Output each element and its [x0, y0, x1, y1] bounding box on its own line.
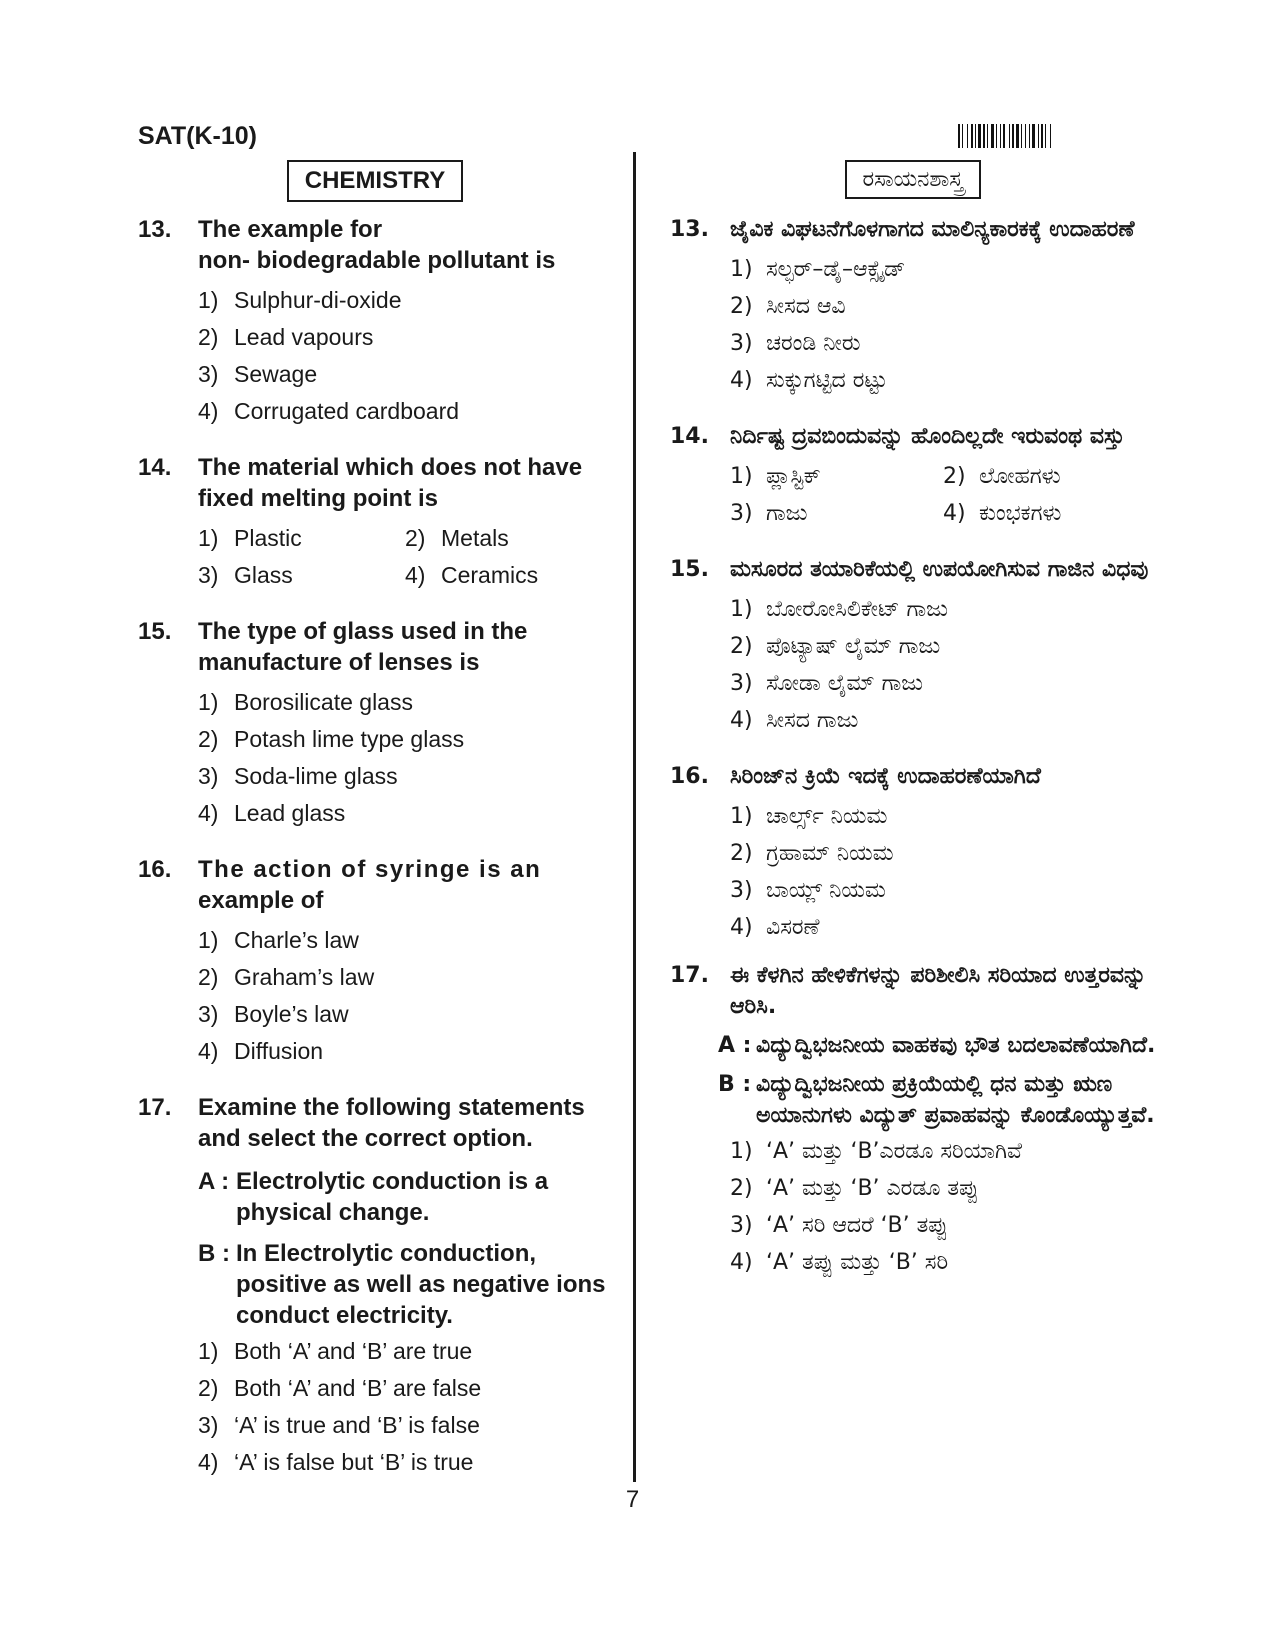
question-17: [138, 1092, 612, 1481]
option-text: Lead vapours: [234, 324, 374, 350]
question-stem-line: The action of syringe is an: [198, 856, 542, 883]
option: [198, 996, 612, 1033]
statement-label: B :: [718, 1072, 752, 1097]
statement-b: [198, 1238, 612, 1331]
option-text: Boyle’s law: [234, 1001, 349, 1027]
option-number: 4): [198, 398, 219, 424]
option: [730, 872, 1156, 909]
statement-label: B :: [198, 1240, 230, 1267]
option: [943, 495, 1156, 532]
column-divider: [633, 152, 636, 1482]
option-number: 3): [198, 562, 219, 588]
option-number: 3): [730, 878, 753, 903]
option-text: ‘A’ is true and ‘B’ is false: [234, 1412, 480, 1438]
question-stem-line: manufacture of lenses is: [198, 649, 480, 676]
option: [198, 356, 612, 393]
option-text: Graham’s law: [234, 964, 375, 990]
option-number: 4): [198, 800, 219, 826]
option-text: ‘A’ ಮತ್ತು ‘B’ ಎರಡೂ ತಪ್ಪು: [766, 1176, 979, 1201]
option: [198, 520, 405, 557]
option-number: 2): [730, 294, 753, 319]
page-number: 7: [625, 1486, 640, 1513]
option: [730, 665, 1156, 702]
option-text: Lead glass: [234, 800, 346, 826]
option: [198, 1407, 612, 1444]
option: [198, 684, 612, 721]
question-number: 13.: [670, 217, 709, 242]
statement-text: ವಿದ್ಯುದ್ವಿಭಜನೀಯ ಪ್ರಕ್ರಿಯೆಯಲ್ಲಿ ಧನ ಮತ್ತು ಋಣ ಅಯಾನುಗಳು ವಿದ್ಯುತ್ ಪ್ರವಾಹವನ್ನು ಕೊಂಡೊಯ್ಯುತ್ತವೆ.: [756, 1072, 1155, 1128]
option: [198, 959, 612, 996]
option-number: 2): [198, 964, 219, 990]
option: [198, 319, 612, 356]
question-number: 13.: [138, 216, 172, 243]
question-stem: ಮಸೂರದ ತಯಾರಿಕೆಯಲ್ಲಿ ಉಪಯೋಗಿಸುವ ಗಾಜಿನ ವಿಧವು: [730, 557, 1149, 582]
question-number: 15.: [138, 618, 172, 645]
option-text: Both ‘A’ and ‘B’ are true: [234, 1338, 473, 1364]
question-number: 14.: [138, 454, 172, 481]
option-number: 2): [198, 726, 219, 752]
option-text: Soda-lime glass: [234, 763, 398, 789]
option-number: 4): [730, 368, 753, 393]
option-number: 4): [198, 1038, 219, 1064]
option-number: 1): [730, 1139, 753, 1164]
option-text: ‘A’ ಸರಿ ಆದರೆ ‘B’ ತಪ್ಪು: [766, 1213, 948, 1238]
option-number: 1): [198, 287, 219, 313]
english-column: [138, 160, 612, 1481]
option-number: 3): [730, 671, 753, 696]
option-text: Glass: [234, 562, 293, 588]
option-number: 1): [730, 597, 753, 622]
question-16: [670, 761, 1156, 946]
paper-code: SAT(K-10): [138, 122, 257, 150]
option: [198, 1370, 612, 1407]
question-stem-line: example of: [198, 887, 324, 914]
question-13: [670, 214, 1156, 399]
option: [730, 1133, 1156, 1170]
statement-text: In Electrolytic conduction, positive as well as negative ions conduct electricity.: [236, 1240, 606, 1329]
option-text: ಸೋಡಾ ಲೈಮ್ ಗಾಜು: [766, 671, 924, 696]
option-text: ‘A’ is false but ‘B’ is true: [234, 1449, 474, 1475]
question-stem-line: Examine the following statements: [198, 1094, 585, 1121]
option: [198, 795, 612, 832]
option-text: ಸೀಸದ ಆವಿ: [766, 294, 846, 319]
question-number: 17.: [138, 1094, 172, 1121]
option-text: ಕುಂಭಕಗಳು: [979, 501, 1062, 526]
option-number: 4): [198, 1449, 219, 1475]
option-number: 3): [198, 361, 219, 387]
option-number: 4): [730, 915, 753, 940]
option: [730, 362, 1156, 399]
option: [730, 251, 1156, 288]
option-text: ಪ್ಲಾಸ್ಟಿಕ್: [766, 464, 821, 489]
question-stem-line: non- biodegradable pollutant is: [198, 247, 556, 274]
statement-label: A :: [718, 1033, 752, 1058]
option-text: ಗ್ರಹಾಮ್ ನಿಯಮ: [766, 841, 894, 866]
option-text: ‘A’ ಮತ್ತು ‘B’ಎರಡೂ ಸರಿಯಾಗಿವೆ: [766, 1139, 1023, 1164]
question-15: [138, 616, 612, 832]
option: [405, 557, 612, 594]
option-number: 2): [198, 324, 219, 350]
option-text: ಚಾರ್ಲ್ಸ್ ನಿಯಮ: [766, 804, 888, 829]
option-number: 4): [405, 562, 426, 588]
option-number: 4): [730, 1250, 753, 1275]
option-text: ವಿಸರಣೆ: [766, 915, 820, 940]
option-text: ಲೋಹಗಳು: [979, 464, 1061, 489]
option-text: Potash lime type glass: [234, 726, 465, 752]
statement-a: [718, 1030, 1156, 1061]
option-number: 4): [730, 708, 753, 733]
option-number: 3): [730, 331, 753, 356]
option-number: 3): [730, 1213, 753, 1238]
question-stem-line: and select the correct option.: [198, 1125, 533, 1152]
question-13: [138, 214, 612, 430]
question-number: 14.: [670, 424, 709, 449]
question-stem-line: The type of glass used in the: [198, 618, 528, 645]
option: [198, 1444, 612, 1481]
question-number: 17.: [670, 963, 709, 988]
option: [730, 628, 1156, 665]
statement-label: A :: [198, 1168, 230, 1195]
option-text: ಪೊಟ್ಯಾಷ್ ಲೈಮ್ ಗಾಜು: [766, 634, 941, 659]
option-number: 3): [730, 501, 753, 526]
question-number: 16.: [138, 856, 172, 883]
question-number: 16.: [670, 764, 709, 789]
question-stem: ಸಿರಿಂಜ್‌ನ ಕ್ರಿಯೆ ಇದಕ್ಕೆ ಉದಾಹರಣೆಯಾಗಿದೆ: [730, 764, 1041, 789]
option-text: ಗಾಜು: [766, 501, 808, 526]
option: [730, 1170, 1156, 1207]
option-number: 2): [730, 841, 753, 866]
question-16: [138, 854, 612, 1070]
option-number: 4): [943, 501, 966, 526]
option-text: Sewage: [234, 361, 318, 387]
option-text: Corrugated cardboard: [234, 398, 460, 424]
option-number: 2): [943, 464, 966, 489]
option: [730, 288, 1156, 325]
option-text: Both ‘A’ and ‘B’ are false: [234, 1375, 482, 1401]
option-number: 2): [405, 525, 426, 551]
question-stem-line: The example for: [198, 216, 383, 243]
option-text: Diffusion: [234, 1038, 324, 1064]
option-text: ಸಲ್ಫರ್–ಡೈ–ಆಕ್ಸೈಡ್: [766, 257, 906, 282]
option-text: Ceramics: [441, 562, 539, 588]
option: [730, 798, 1156, 835]
statement-b: [718, 1069, 1156, 1131]
question-17: [670, 960, 1156, 1281]
option: [198, 393, 612, 430]
option-text: Metals: [441, 525, 509, 551]
option-number: 1): [198, 927, 219, 953]
question-14: [138, 452, 612, 594]
barcode: [958, 124, 1138, 148]
option: [730, 325, 1156, 362]
question-15: [670, 554, 1156, 739]
option: [198, 758, 612, 795]
option: [943, 458, 1156, 495]
option: [730, 495, 943, 532]
option-number: 1): [198, 1338, 219, 1364]
option: [730, 909, 1156, 946]
option-text: Charle’s law: [234, 927, 359, 953]
kannada-column: [670, 160, 1156, 1281]
option: [730, 702, 1156, 739]
question-stem: ನಿರ್ದಿಷ್ಟ ದ್ರವಬಿಂದುವನ್ನು ಹೊಂದಿಲ್ಲದೇ ಇರುವಂಥ ವಸ್ತು: [730, 424, 1125, 449]
question-stem: ಈ ಕೆಳಗಿನ ಹೇಳಿಕೆಗಳನ್ನು ಪರಿಶೀಲಿಸಿ ಸರಿಯಾದ ಉತ್ತರವನ್ನು ಆರಿಸಿ.: [730, 963, 1147, 1019]
option: [405, 520, 612, 557]
option: [198, 282, 612, 319]
option: [198, 1333, 612, 1370]
option: [198, 721, 612, 758]
option-text: ಚರಂಡಿ ನೀರು: [766, 331, 861, 356]
option-number: 2): [730, 634, 753, 659]
option: [198, 557, 405, 594]
option-number: 3): [198, 763, 219, 789]
option-number: 1): [730, 257, 753, 282]
option-number: 1): [198, 525, 219, 551]
option-number: 2): [198, 1375, 219, 1401]
option-text: ಬಾಯ್ಲ್ ನಿಯಮ: [766, 878, 886, 903]
option: [198, 922, 612, 959]
option: [198, 1033, 612, 1070]
question-number: 15.: [670, 557, 709, 582]
option-number: 3): [198, 1001, 219, 1027]
option-text: Plastic: [234, 525, 302, 551]
option-number: 3): [198, 1412, 219, 1438]
option-text: Borosilicate glass: [234, 689, 413, 715]
option-text: ‘A’ ತಪ್ಪು ಮತ್ತು ‘B’ ಸರಿ: [766, 1250, 949, 1275]
option-text: ಬೋರೋಸಿಲಿಕೇಟ್ ಗಾಜು: [766, 597, 948, 622]
option-number: 1): [198, 689, 219, 715]
option-number: 2): [730, 1176, 753, 1201]
option: [730, 458, 943, 495]
section-heading: ರಸಾಯನಶಾಸ್ತ್ರ: [845, 160, 982, 199]
statement-text: Electrolytic conduction is a physical change.: [236, 1168, 549, 1226]
statement-a: [198, 1166, 612, 1228]
question-stem-line: The material which does not have: [198, 454, 583, 481]
option: [730, 1207, 1156, 1244]
option-number: 1): [730, 464, 753, 489]
option-number: 1): [730, 804, 753, 829]
statement-text: ವಿದ್ಯುದ್ವಿಭಜನೀಯ ವಾಹಕವು ಭೌತ ಬದಲಾವಣೆಯಾಗಿದೆ.: [756, 1033, 1156, 1058]
option-text: ಸೀಸದ ಗಾಜು: [766, 708, 859, 733]
question-stem: ಜೈವಿಕ ವಿಘಟನೆಗೊಳಗಾಗದ ಮಾಲಿನ್ಯಕಾರಕಕ್ಕೆ ಉದಾಹರಣೆ: [730, 217, 1135, 242]
option: [730, 591, 1156, 628]
question-stem-line: fixed melting point is: [198, 485, 439, 512]
option-text: Sulphur-di-oxide: [234, 287, 402, 313]
option: [730, 1244, 1156, 1281]
option: [730, 835, 1156, 872]
option-text: ಸುಕ್ಕುಗಟ್ಟಿದ ರಟ್ಟು: [766, 368, 888, 393]
section-heading: CHEMISTRY: [287, 160, 463, 202]
question-14: [670, 421, 1156, 532]
